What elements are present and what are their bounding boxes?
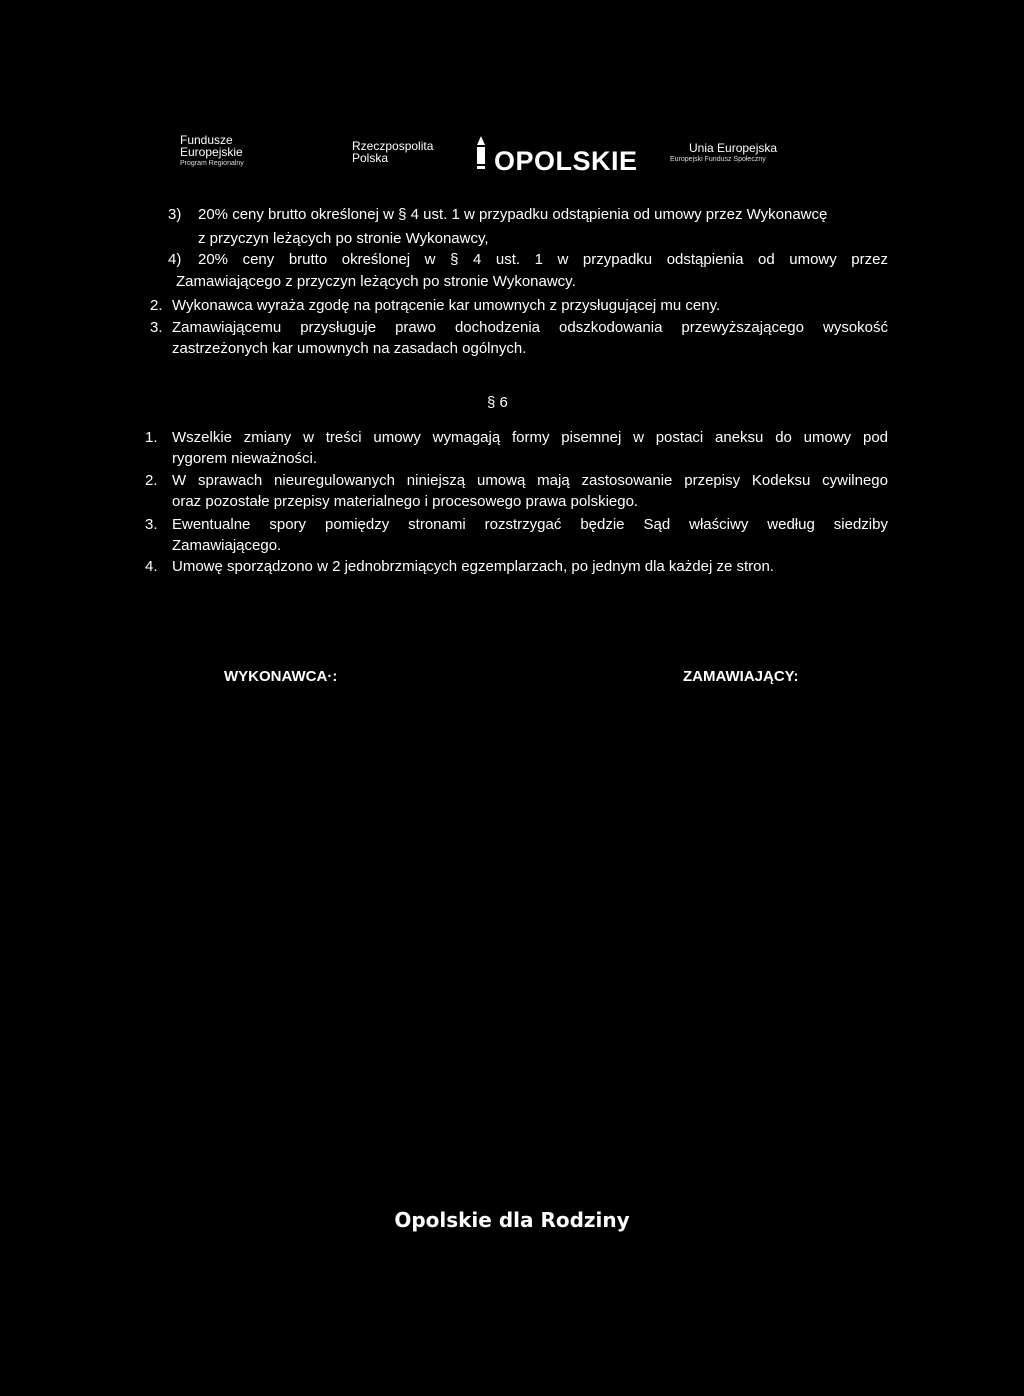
point-a-3-line2: zastrzeżonych kar umownych na zasadach ogólnych. — [172, 340, 527, 357]
point-b-4-number: 4. — [145, 558, 158, 575]
penalty-item-3-number: 3) — [168, 206, 182, 223]
point-b-3-line1: Ewentualne spory pomiędzy stronami rozstrzygać będzie Sąd właściwy według siedziby — [172, 516, 888, 533]
fundusze-europejskie-logo — [180, 134, 244, 170]
opolskie-wordmark: OPOLSKIE — [494, 146, 638, 176]
unia-europejska-logo — [670, 142, 777, 166]
fe-line3: Program Regionalny — [180, 160, 244, 167]
rp-line2: Polska — [352, 151, 389, 165]
point-b-3-line2: Zamawiającego. — [172, 537, 282, 554]
penalty-item-4-line2: Zamawiającego z przyczyn leżących po stronie Wykonawcy. — [176, 273, 576, 290]
point-b-1-line2: rygorem nieważności. — [172, 450, 318, 467]
footer-slogan: Opolskie dla Rodziny — [394, 1208, 630, 1232]
point-b-2-number: 2. — [145, 472, 158, 489]
rzeczpospolita-logo — [352, 140, 433, 164]
point-b-1-number: 1. — [145, 429, 158, 446]
header-logos — [0, 132, 1024, 182]
penalty-item-4-number: 4) — [168, 251, 182, 268]
point-a-3-number: 3. — [150, 319, 163, 336]
point-b-1-line1: Wszelkie zmiany w treści umowy wymagają formy pisemnej w postaci aneksu do umowy pod — [172, 429, 888, 446]
point-b-2-line2: oraz pozostałe przepisy materialnego i procesowego prawa polskiego. — [172, 493, 639, 510]
penalty-item-3-line2: z przyczyn leżących po stronie Wykonawcy, — [198, 230, 489, 247]
fe-line2: Europejskie — [180, 145, 243, 159]
signature-contractor: WYKONAWCA·: — [224, 668, 338, 685]
point-a-3-line1: Zamawiającemu przysługuje prawo dochodzenia odszkodowania przewyższającego wysokość — [172, 319, 888, 336]
point-a-2-number: 2. — [150, 297, 163, 314]
ue-line1: Unia Europejska — [689, 141, 778, 155]
point-a-2-line1: Wykonawca wyraża zgodę na potrącenie kar umownych z przysługującej mu ceny. — [172, 297, 721, 314]
fe-line1: Fundusze — [180, 133, 233, 147]
point-b-2-line1: W sprawach nieuregulowanych niniejszą umową mają zastosowanie przepisy Kodeksu cywilnego — [172, 472, 888, 489]
point-b-4-line1: Umowę sporządzono w 2 jednobrzmiących egzemplarzach, po jednym dla każdej ze stron. — [172, 558, 774, 575]
section-title: § 6 — [487, 394, 508, 411]
rp-line1: Rzeczpospolita — [352, 139, 434, 153]
point-b-3-number: 3. — [145, 516, 158, 533]
penalty-item-3-line1: 20% ceny brutto określonej w § 4 ust. 1 w przypadku odstąpienia od umowy przez Wykonawcę — [198, 206, 828, 223]
signature-client: ZAMAWIAJĄCY: — [683, 668, 799, 685]
ue-line2: Europejski Fundusz Społeczny — [670, 156, 766, 163]
opolskie-mark-icon — [474, 136, 488, 172]
penalty-item-4-line1: 20% ceny brutto określonej w § 4 ust. 1 w przypadku odstąpienia od umowy przez — [198, 251, 888, 268]
